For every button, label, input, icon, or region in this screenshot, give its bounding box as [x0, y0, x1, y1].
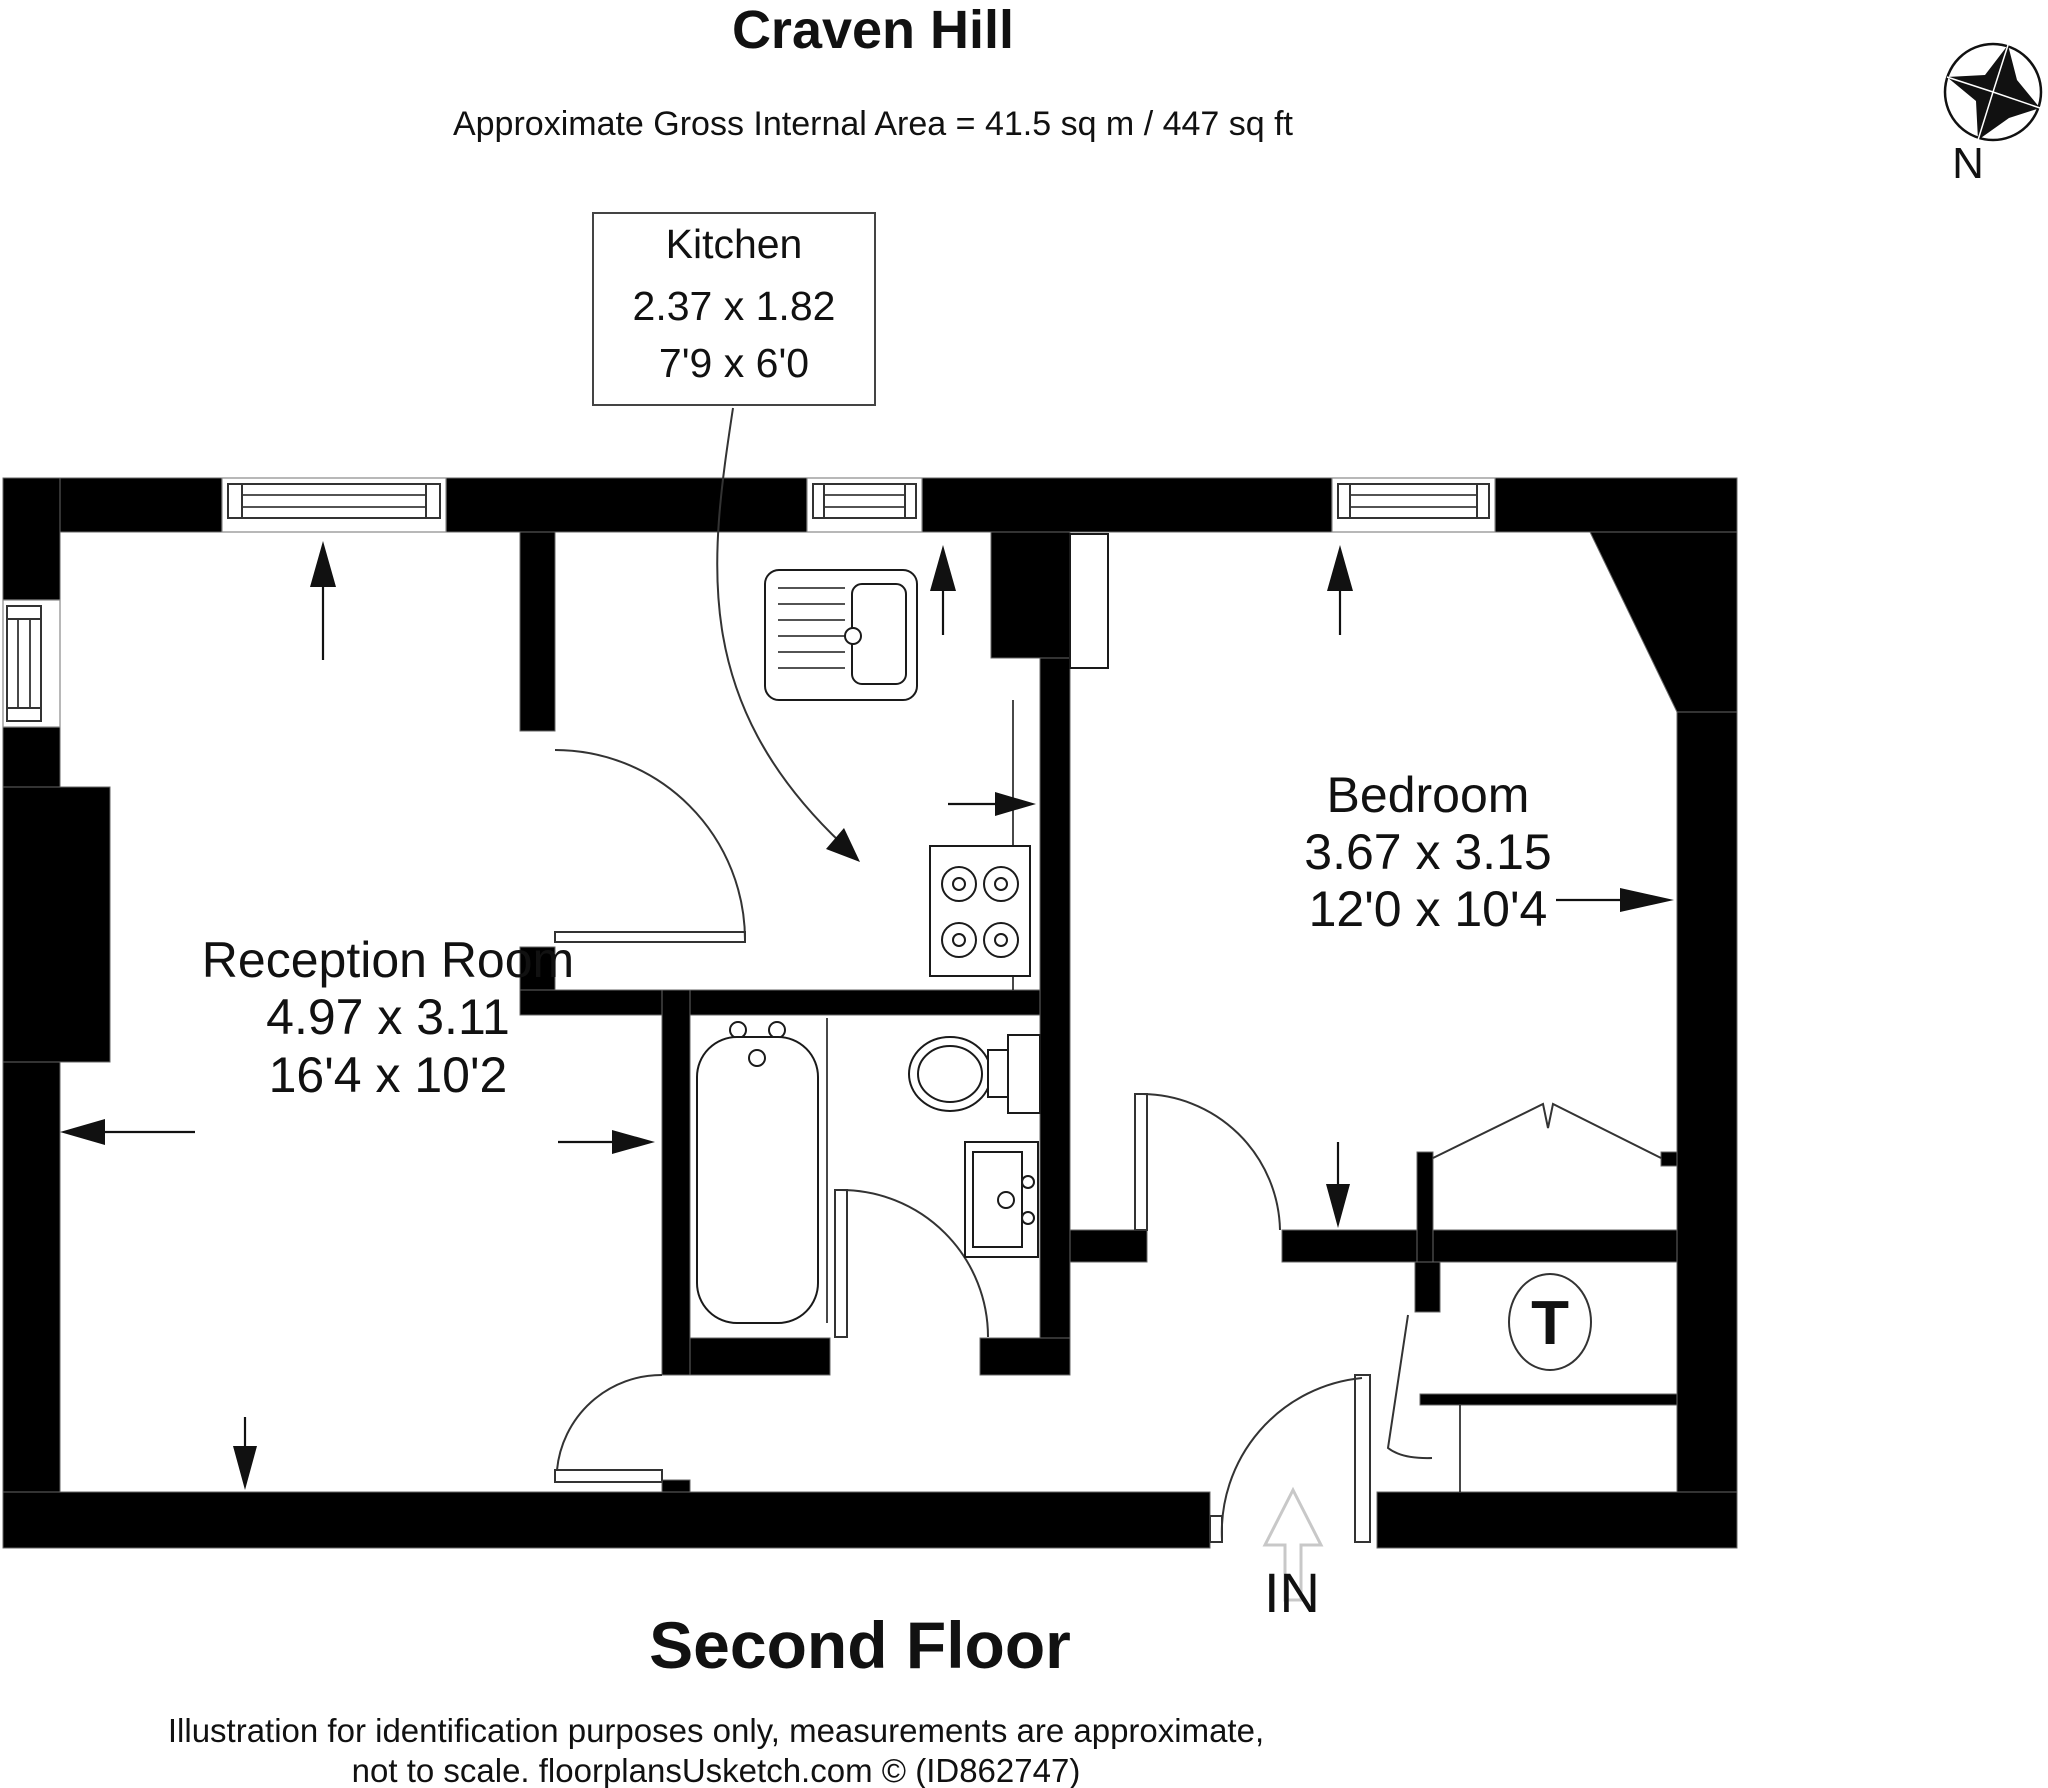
bottom-wall-left [3, 1492, 1210, 1548]
reception-side-window [3, 600, 60, 727]
kitchen-label: Kitchen [665, 221, 803, 267]
kitchen-right-arrow [948, 792, 1036, 816]
compass-rose-icon [1945, 44, 2041, 188]
reception-left-arrow [60, 1119, 195, 1145]
bedroom-label: Bedroom [1326, 767, 1530, 823]
entrance-marker [1264, 1490, 1321, 1624]
bedroom-pier [991, 532, 1070, 658]
right-wall [1677, 712, 1737, 1548]
left-wall-upper [3, 478, 60, 600]
kitchen-dim-imperial: 7'9 x 6'0 [658, 340, 810, 386]
chimney-breast [3, 787, 110, 1062]
toilet [909, 1035, 1040, 1113]
hall-bedroom-wall [1070, 1230, 1147, 1262]
closet-door [1388, 1315, 1432, 1458]
reception-dim-imperial: 16'4 x 10'2 [268, 1047, 508, 1103]
kitchen-hob [930, 846, 1030, 976]
kitchen-window [807, 478, 922, 532]
floor-title: Second Floor [649, 1608, 1071, 1682]
bathroom-bottom-wall [980, 1338, 1070, 1375]
kitchen-callout [593, 213, 875, 862]
wardrobe-stub-left [1417, 1152, 1433, 1262]
reception-dim-metric: 4.97 x 3.11 [266, 989, 510, 1045]
kitchen-dim-metric: 2.37 x 1.82 [632, 283, 836, 329]
tank-label: T [1531, 1289, 1569, 1358]
bathroom-bottom-wall [690, 1338, 830, 1375]
bedroom-window-arrow [1327, 545, 1353, 635]
wardrobe-stub-right [1661, 1152, 1677, 1166]
reception-down-arrow [233, 1417, 257, 1490]
page-subtitle: Approximate Gross Internal Area = 41.5 sq m / 447 sq ft [452, 105, 1294, 143]
bathroom-sink [965, 1142, 1038, 1257]
reception-window-arrow [310, 541, 336, 660]
tank-symbol [1509, 1274, 1591, 1370]
footer-line2: not to scale. floorplansUsketch.com © (ID862747) [351, 1752, 1081, 1788]
kitchen-door [555, 750, 745, 942]
hall-bedroom-wall [1282, 1230, 1677, 1262]
reception-door-jamb [662, 1480, 690, 1492]
closet-bottom-wall [1420, 1394, 1677, 1405]
kitchen-sink [765, 570, 917, 700]
page-title: Craven Hill [731, 0, 1015, 60]
reception-label: Reception Room [201, 932, 575, 988]
chamfered-corner-wall [1590, 532, 1737, 712]
compass-north-label: N [1952, 139, 1984, 188]
entrance-label: IN [1264, 1561, 1320, 1624]
bathroom-left-wall [662, 990, 690, 1375]
bedroom-right-arrow [1556, 888, 1674, 912]
reception-label-group [202, 932, 574, 1103]
bottom-wall-right [1377, 1492, 1737, 1548]
kitchen-bedroom-wall [1040, 658, 1070, 1367]
footer-line1: Illustration for identification purposes only, measurements are approximate, [167, 1712, 1265, 1749]
top-wall-segment [922, 478, 1332, 532]
top-wall-segment [446, 478, 807, 532]
bedroom-label-group [1304, 767, 1551, 937]
wardrobe-front [1433, 1104, 1661, 1158]
kitchen-window-arrow [930, 545, 956, 635]
kitchen-reception-wall [520, 532, 555, 731]
hall-down-arrow [1326, 1142, 1350, 1228]
bedroom-window [1332, 478, 1495, 532]
reception-right-arrow [558, 1130, 655, 1154]
kitchen-bathroom-wall [520, 990, 1070, 1015]
reception-door [555, 1375, 662, 1482]
bedroom-duct [1070, 534, 1108, 668]
bedroom-dim-imperial: 12'0 x 10'4 [1308, 881, 1548, 937]
top-wall-segment [1495, 478, 1737, 532]
reception-window [222, 478, 446, 532]
bathtub [697, 1022, 818, 1323]
closet-door-jamb [1415, 1262, 1440, 1312]
bedroom-door [1135, 1094, 1280, 1230]
bedroom-dim-metric: 3.67 x 3.15 [1304, 824, 1552, 880]
